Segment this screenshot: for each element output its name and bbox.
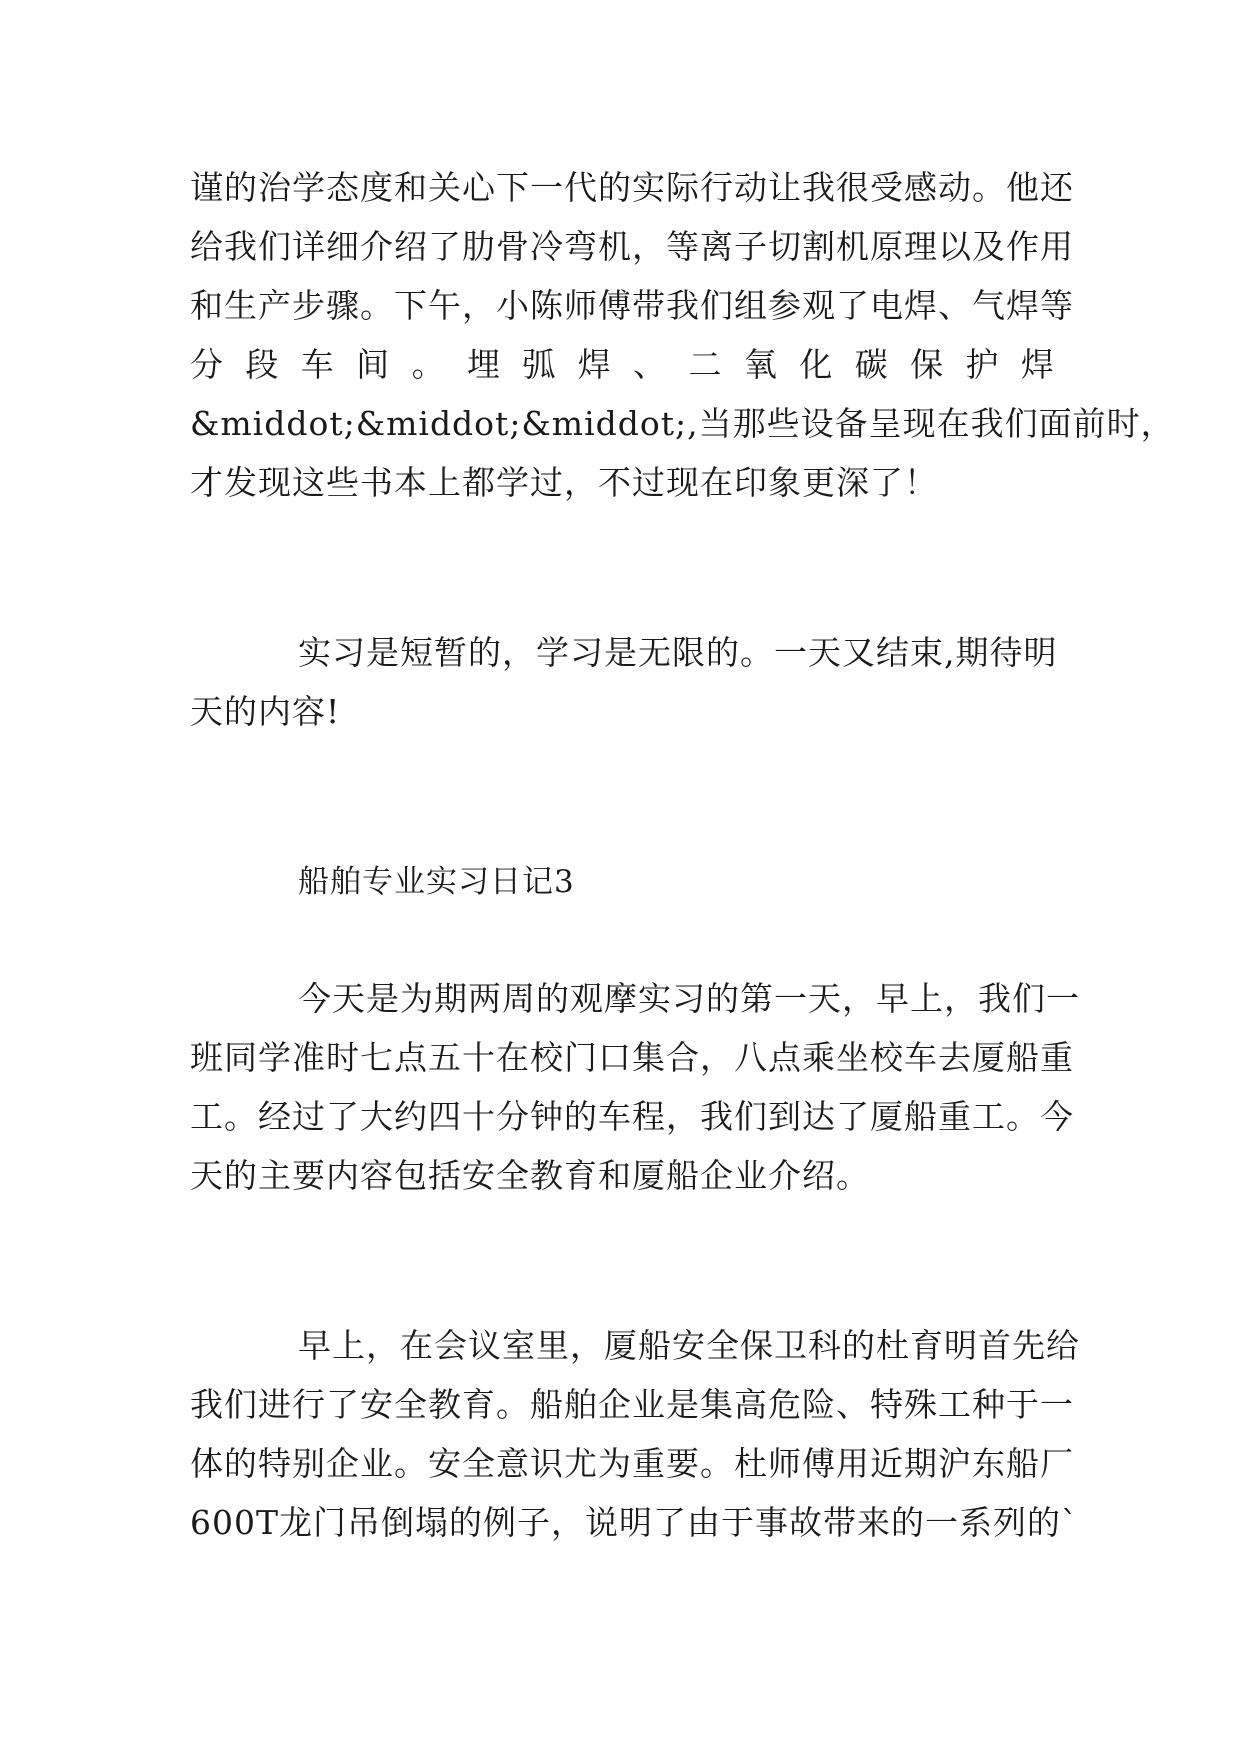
justified-char: 碳 bbox=[854, 345, 889, 384]
paragraph-line: 才发现这些书本上都学过，不过现在印象更深了！ bbox=[190, 463, 938, 502]
paragraph-line-justified bbox=[190, 345, 1055, 385]
justified-char: 埋 bbox=[466, 345, 501, 384]
justified-char: 二 bbox=[688, 345, 723, 384]
paragraph-line: 天的内容! bbox=[190, 692, 341, 731]
justified-char: 间 bbox=[356, 345, 391, 384]
justified-char: 。 bbox=[411, 345, 446, 384]
justified-char: 护 bbox=[965, 345, 1000, 384]
paragraph-line: 实习是短暂的，学习是无限的。一天又结束,期待明 bbox=[298, 633, 1058, 672]
justified-char: 车 bbox=[300, 345, 335, 384]
justified-char: 化 bbox=[799, 345, 834, 384]
paragraph-line: &middot;&middot;&middot;,当那些设备呈现在我们面前时， bbox=[190, 404, 1175, 443]
paragraph-line: 班同学准时七点五十在校门口集合，八点乘坐校车去厦船重 bbox=[190, 1038, 1074, 1077]
paragraph-line: 今天是为期两周的观摩实习的第一天，早上，我们一 bbox=[298, 979, 1080, 1018]
justified-char: 分 bbox=[190, 345, 224, 384]
paragraph-line: 早上，在会议室里，厦船安全保卫科的杜育明首先给 bbox=[298, 1326, 1080, 1365]
justified-char: 氧 bbox=[743, 345, 778, 384]
justified-char: 、 bbox=[633, 345, 668, 384]
justified-char: 弧 bbox=[522, 345, 557, 384]
justified-char: 保 bbox=[910, 345, 945, 384]
paragraph-line: 谨的治学态度和关心下一代的实际行动让我很受感动。他还 bbox=[190, 168, 1074, 207]
paragraph-line: 我们进行了安全教育。船舶企业是集高危险、特殊工种于一 bbox=[190, 1385, 1074, 1424]
paragraph-line: 天的主要内容包括安全教育和厦船企业介绍。 bbox=[190, 1156, 870, 1195]
justified-char: 段 bbox=[245, 345, 280, 384]
paragraph-line: 工。经过了大约四十分钟的车程，我们到达了厦船重工。今 bbox=[190, 1097, 1074, 1136]
justified-char: 焊 bbox=[1020, 345, 1055, 384]
section-title: 船舶专业实习日记3 bbox=[298, 864, 575, 900]
paragraph-line: 和生产步骤。下午，小陈师傅带我们组参观了电焊、气焊等 bbox=[190, 286, 1074, 325]
paragraph-line: 给我们详细介绍了肋骨冷弯机，等离子切割机原理以及作用 bbox=[190, 227, 1074, 266]
paragraph-line: 600T龙门吊倒塌的例子，说明了由于事故带来的一系列的` bbox=[190, 1503, 1079, 1542]
paragraph-line: 体的特别企业。安全意识尤为重要。杜师傅用近期沪东船厂 bbox=[190, 1444, 1074, 1483]
justified-char: 焊 bbox=[577, 345, 612, 384]
